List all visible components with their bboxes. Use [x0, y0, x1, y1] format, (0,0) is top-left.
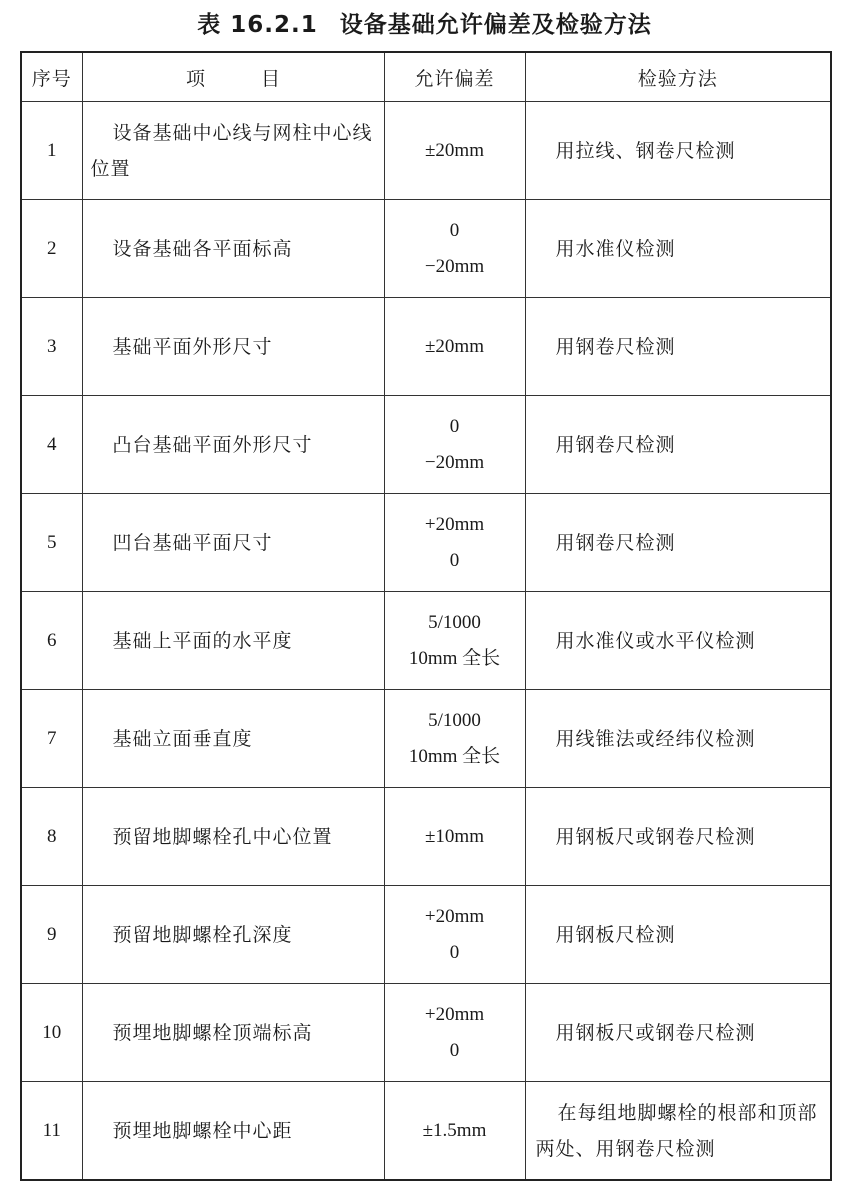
header-row — [21, 52, 831, 102]
row-tolerance — [384, 298, 525, 396]
row-method: 用钢卷尺检测 — [525, 396, 831, 494]
row-item: 基础上平面的水平度 — [82, 592, 384, 690]
tolerance-line-2: 0 — [449, 1039, 460, 1061]
table-row — [21, 886, 831, 984]
tolerance-line-1: 0 — [449, 219, 460, 241]
tolerance-line-1: ±10mm — [425, 825, 484, 847]
table-caption: 设备基础允许偏差及检验方法 — [339, 12, 652, 38]
row-index: 10 — [21, 984, 82, 1082]
row-item: 基础平面外形尺寸 — [82, 298, 384, 396]
table-row — [21, 298, 831, 396]
tolerance-line-1: +20mm — [424, 513, 485, 535]
table-row — [21, 200, 831, 298]
tolerance-line-1: +20mm — [424, 1003, 485, 1025]
row-index: 1 — [21, 102, 82, 200]
tolerance-table — [20, 51, 832, 1181]
row-method: 用钢卷尺检测 — [525, 494, 831, 592]
table-row — [21, 102, 831, 200]
row-tolerance — [384, 396, 525, 494]
row-method: 在每组地脚螺栓的根部和顶部两处、用钢卷尺检测 — [525, 1082, 831, 1181]
row-tolerance — [384, 200, 525, 298]
row-tolerance — [384, 1082, 525, 1181]
row-method: 用水准仪或水平仪检测 — [525, 592, 831, 690]
row-index: 6 — [21, 592, 82, 690]
row-method: 用钢板尺检测 — [525, 886, 831, 984]
row-item: 预留地脚螺栓孔中心位置 — [82, 788, 384, 886]
table-row — [21, 592, 831, 690]
table-row — [21, 494, 831, 592]
row-method: 用钢板尺或钢卷尺检测 — [525, 984, 831, 1082]
tolerance-line-2: 0 — [449, 549, 460, 571]
row-method: 用水准仪检测 — [525, 200, 831, 298]
tolerance-line-1: 5/1000 — [428, 709, 481, 731]
row-tolerance — [384, 788, 525, 886]
header-item — [82, 52, 384, 102]
header-index: 序号 — [21, 52, 82, 102]
table-row — [21, 984, 831, 1082]
row-index: 2 — [21, 200, 82, 298]
row-tolerance — [384, 690, 525, 788]
row-item: 基础立面垂直度 — [82, 690, 384, 788]
row-index: 8 — [21, 788, 82, 886]
row-tolerance — [384, 984, 525, 1082]
row-index: 4 — [21, 396, 82, 494]
table-row — [21, 396, 831, 494]
header-method: 检验方法 — [525, 52, 831, 102]
row-index: 5 — [21, 494, 82, 592]
table-title — [0, 8, 849, 42]
row-tolerance — [384, 592, 525, 690]
row-tolerance — [384, 102, 525, 200]
row-index: 7 — [21, 690, 82, 788]
tolerance-line-1: ±20mm — [425, 335, 484, 357]
tolerance-line-2: 10mm 全长 — [408, 745, 501, 767]
row-item: 设备基础各平面标高 — [82, 200, 384, 298]
row-index: 11 — [21, 1082, 82, 1181]
row-item: 凹台基础平面尺寸 — [82, 494, 384, 592]
header-item-b: 目 — [261, 67, 281, 90]
tolerance-line-2: −20mm — [424, 255, 485, 277]
tolerance-line-1: ±1.5mm — [422, 1119, 487, 1141]
row-item: 预埋地脚螺栓中心距 — [82, 1082, 384, 1181]
table-row — [21, 690, 831, 788]
tolerance-line-2: −20mm — [424, 451, 485, 473]
tolerance-line-1: 0 — [449, 415, 460, 437]
row-index: 3 — [21, 298, 82, 396]
tolerance-line-1: ±20mm — [425, 139, 484, 161]
row-method: 用线锥法或经纬仪检测 — [525, 690, 831, 788]
row-item: 设备基础中心线与网柱中心线位置 — [82, 102, 384, 200]
row-tolerance — [384, 494, 525, 592]
row-item: 预留地脚螺栓孔深度 — [82, 886, 384, 984]
row-tolerance — [384, 886, 525, 984]
tolerance-line-1: +20mm — [424, 905, 485, 927]
header-tolerance: 允许偏差 — [384, 52, 525, 102]
tolerance-line-2: 10mm 全长 — [408, 647, 501, 669]
row-item: 预埋地脚螺栓顶端标高 — [82, 984, 384, 1082]
row-index: 9 — [21, 886, 82, 984]
row-method: 用钢卷尺检测 — [525, 298, 831, 396]
tolerance-line-2: 0 — [449, 941, 460, 963]
table-row — [21, 1082, 831, 1181]
row-method: 用钢板尺或钢卷尺检测 — [525, 788, 831, 886]
table-row — [21, 788, 831, 886]
header-item-a: 项 — [185, 67, 205, 90]
row-item: 凸台基础平面外形尺寸 — [82, 396, 384, 494]
tolerance-line-1: 5/1000 — [428, 611, 481, 633]
row-method: 用拉线、钢卷尺检测 — [525, 102, 831, 200]
table-number: 表 16.2.1 — [197, 12, 318, 38]
